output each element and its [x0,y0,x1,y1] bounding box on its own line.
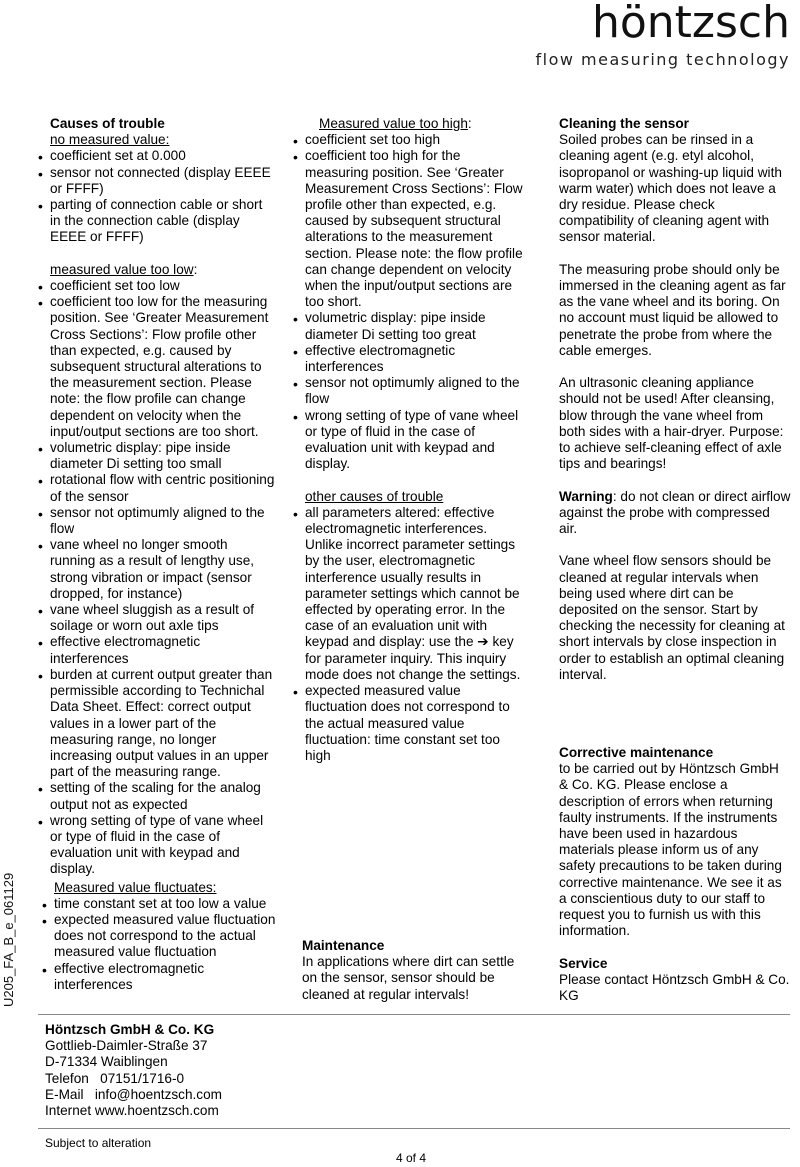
list-item: • time constant set at too low a value [42,896,276,912]
list-too-low [38,278,276,878]
heading-service: Service [559,955,608,971]
list-item: • effective electromagnetic interferences [42,961,276,993]
service-text: Please contact Höntzsch GmbH & Co. KG [559,971,790,1004]
address-street: Gottlieb-Daimler-Straße 37 [45,1038,208,1054]
corrective-maintenance-text: to be carried out by Höntzsch GmbH & Co. KG. Please enclose a description of errors when returning faulty instruments. If the instruments have been used in hazardous materials please inform us of any safety precautions to be taken during corrective maintenance. We see it as a conscientious duty to our staff to request you to furnish us with this information. [559,761,782,939]
cleaning-paragraph: An ultrasonic cleaning appliance should not be used! After cleansing, blow through the vane wheel from both sides with a hair-dryer. Purpose: to achieve self-cleaning effect of axle tips and bearings! [559,375,784,472]
list-item: • wrong setting of type of vane wheel or type of fluid in the case of evaluation unit with keypad and display. [293,408,525,473]
subject-to-alteration: Subject to alteration [45,1136,152,1150]
warning-text: : do not clean or direct airflow against the probe with compressed air. [559,488,791,537]
cleaning-paragraph: The measuring probe should only be immersed in the cleaning agent as far as the vane wheel and its boring. On no account must liquid be allowed to penetrate the probe from where the cable emerges. [559,261,786,358]
heading-corrective-maintenance: Corrective maintenance [559,745,714,760]
list-item: • vane wheel no longer smooth running as a result of lengthy use, strong vibration or impact (sensor dropped, for instance) [38,537,276,602]
cleaning-paragraph: Soiled probes can be rinsed in a cleaning agent (e.g. etyl alcohol, isopropanol or washing-up liquid with warm water) which does not leave a dry residue. Please check compatibility of cleaning agent with sensor material. [559,132,782,245]
company-logo [536,0,791,69]
heading-causes-of-trouble: Causes of trouble [50,116,165,131]
list-item: • wrong setting of type of vane wheel or type of fluid in the case of evaluation unit with keypad and display. [38,813,276,878]
logo-tagline: flow measuring technology [535,50,790,69]
page-number: 4 of 4 [396,1151,427,1165]
subheading-too-high: Measured value too high [319,116,468,131]
column-causes-of-trouble [38,116,276,993]
corrective-maintenance-section [559,745,791,1004]
list-item: • effective electromagnetic interferences [38,634,276,666]
list-item: • coefficient set at 0.000 [38,148,276,164]
heading-cleaning: Cleaning the sensor [559,116,689,131]
column-cleaning [559,116,791,683]
list-item: • burden at current output greater than permissible according to Technichal Data Sheet. Effect: correct output values in a lower part of the measuring range, no longer increasing output values in an upper part of the measuring range. [38,667,276,780]
list-other-causes [293,505,525,764]
list-item: • coefficient set too high [293,132,525,148]
list-item: • expected measured value fluctuation does not correspond to the actual measured value fluctuation [42,912,276,961]
list-item: • sensor not optimumly aligned to the flow [293,375,525,407]
list-item: • setting of the scaling for the analog output not as expected [38,780,276,812]
list-item: • parting of connection cable or short in the connection cable (display EEEE or FFFF) [38,197,276,246]
subheading-too-low-wrap: measured value too low: [50,261,198,277]
list-item: • sensor not connected (display EEEE or FFFF) [38,165,276,197]
list-item: • rotational flow with centric positioning of the sensor [38,472,276,504]
subheading-fluctuates: Measured value fluctuates: [54,879,217,895]
address-web: Internet www.hoentzsch.com [45,1103,219,1119]
list-item: • expected measured value fluctuation does not correspond to the actual measured value fluctuation: time constant set too high [293,683,525,764]
company-address [45,1022,222,1119]
cleaning-paragraph: Vane wheel flow sensors should be cleaned at regular intervals when being used where dirt can be deposited on the sensor. Start by checking the necessity for cleaning at short intervals by close inspection in order to establish an optimal cleaning interval. [559,553,785,682]
company-name: Höntzsch GmbH & Co. KG [45,1022,215,1037]
list-item: • coefficient too high for the measuring position. See ‘Greater Measurement Cross Sections’: Flow profile other than expected, e.g. caused by subsequent structural alterations to the measurement section. Please note: the flow profile can change dependent on velocity when the input/output sections are too short. [293,148,525,310]
footer-divider-top [38,1014,790,1015]
heading-maintenance: Maintenance [302,938,385,953]
footer-divider-bottom [38,1128,790,1129]
subheading-no-measured-value: no measured value: [50,132,170,148]
list-fluctuates [38,896,276,993]
list-no-measured-value [38,148,276,245]
column-too-high [293,116,525,764]
subheading-too-high-wrap: Measured value too high: [293,116,525,132]
list-item: • volumetric display: pipe inside diameter Di setting too great [293,310,525,342]
logo-wordmark: höntzsch [591,0,790,48]
list-item: • vane wheel sluggish as a result of soilage or worn out axle tips [38,602,276,634]
document-id: U205_FA_B_e_061129 [1,872,16,1007]
address-phone: Telefon 07151/1716-0 [45,1070,185,1086]
subheading-other-causes: other causes of trouble [305,488,444,504]
list-item: • coefficient too low for the measuring position. See ‘Greater Measurement Cross Sections’: Flow profile other than expected, e.g. caused by subsequent structural alterations to the measurement section. Please note: the flow profile can change dependent on velocity when the input/output sections are too short. [38,294,276,440]
list-item: • volumetric display: pipe inside diameter Di setting too small [38,440,276,472]
maintenance-text: In applications where dirt can settle on the sensor, sensor should be cleaned at regular intervals! [302,954,515,1002]
list-too-high [293,132,525,472]
maintenance-section [302,938,524,1003]
list-item: • sensor not optimumly aligned to the flow [38,505,276,537]
subheading-too-low: measured value too low [50,261,194,277]
warning-paragraph [559,489,791,538]
address-city: D-71334 Waiblingen [45,1054,168,1070]
list-item: • effective electromagnetic interferences [293,343,525,375]
warning-label: Warning [559,488,613,504]
address-email: E-Mail info@hoentzsch.com [45,1086,222,1102]
list-item: • all parameters altered: effective electromagnetic interferences. Unlike incorrect parameter settings by the user, electromagnetic interference usually results in parameter settings which cannot be effected by operating error. In the case of an evaluation unit with keypad and display: use the ➔ key for parameter inquiry. This inquiry mode does not change the settings. [293,505,525,683]
list-item: • coefficient set too low [38,278,276,294]
